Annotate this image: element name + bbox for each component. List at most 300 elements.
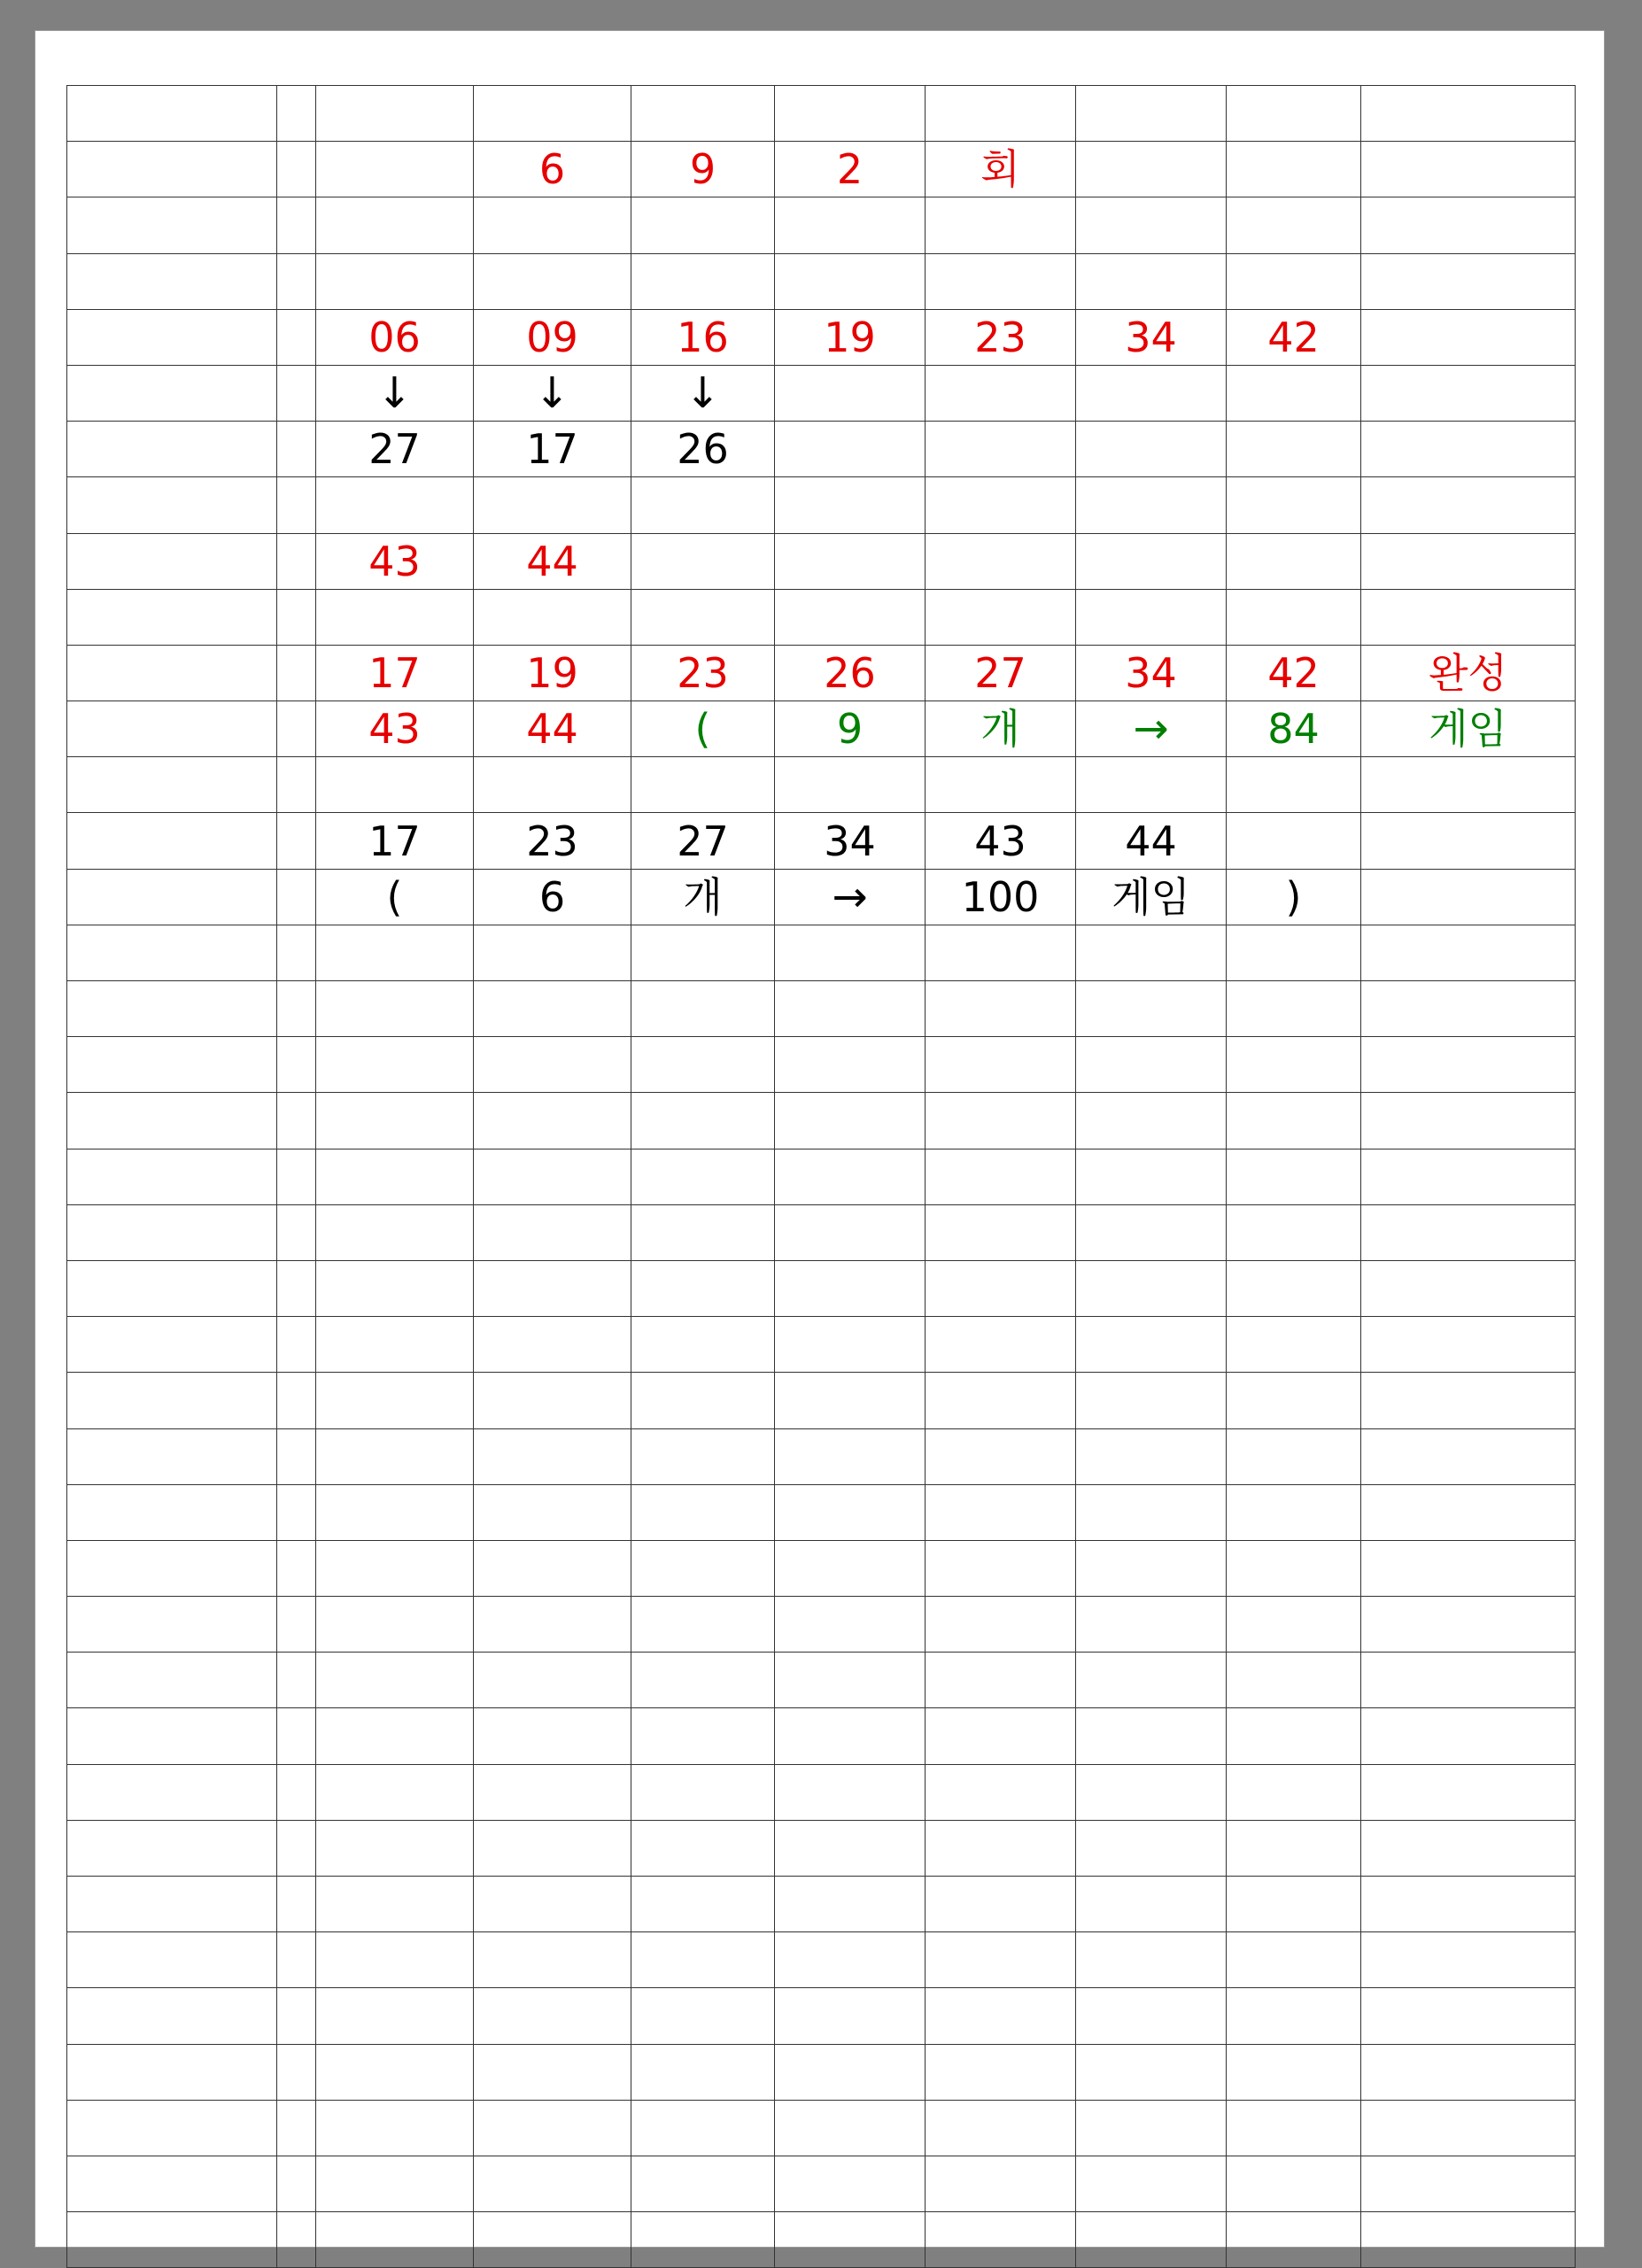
table-cell[interactable] — [1361, 1708, 1576, 1764]
table-cell[interactable] — [1076, 1653, 1227, 1708]
table-cell[interactable] — [67, 1988, 277, 2044]
table-cell[interactable] — [1076, 86, 1227, 142]
table-cell[interactable] — [277, 925, 316, 980]
table-cell[interactable] — [67, 1764, 277, 1820]
table-cell[interactable] — [1076, 1428, 1227, 1484]
table-cell[interactable] — [67, 1877, 277, 1932]
table-cell[interactable] — [67, 253, 277, 309]
table-cell[interactable] — [474, 1149, 631, 1204]
table-cell[interactable] — [631, 197, 775, 253]
table-cell[interactable] — [474, 422, 631, 477]
table-cell[interactable] — [316, 813, 474, 869]
table-cell[interactable] — [67, 1484, 277, 1540]
table-cell[interactable] — [631, 365, 775, 421]
table-cell[interactable] — [1076, 309, 1227, 365]
table-cell[interactable] — [474, 1820, 631, 1876]
table-cell[interactable] — [316, 1428, 474, 1484]
table-cell[interactable] — [775, 422, 926, 477]
table-cell[interactable] — [1361, 981, 1576, 1037]
table-cell[interactable] — [474, 1597, 631, 1653]
table-cell[interactable] — [316, 1037, 474, 1093]
table-cell[interactable] — [1361, 1597, 1576, 1653]
table-cell[interactable] — [1227, 197, 1361, 253]
table-cell[interactable] — [1076, 2100, 1227, 2156]
table-cell[interactable] — [775, 197, 926, 253]
table-cell[interactable] — [67, 309, 277, 365]
table-cell[interactable] — [316, 1484, 474, 1540]
table-cell[interactable] — [775, 1428, 926, 1484]
table-cell[interactable] — [1227, 1484, 1361, 1540]
table-cell[interactable] — [926, 1540, 1076, 1596]
table-cell[interactable] — [926, 1037, 1076, 1093]
table-cell[interactable] — [631, 1260, 775, 1316]
table-cell[interactable] — [277, 2156, 316, 2211]
table-cell[interactable] — [316, 1540, 474, 1596]
table-cell[interactable] — [1361, 477, 1576, 533]
table-cell[interactable] — [67, 142, 277, 197]
table-cell[interactable] — [474, 2156, 631, 2211]
table-cell[interactable] — [67, 1373, 277, 1428]
table-cell[interactable] — [1076, 645, 1227, 701]
table-cell[interactable] — [631, 645, 775, 701]
table-cell[interactable] — [474, 1653, 631, 1708]
table-cell[interactable] — [1227, 533, 1361, 589]
table-cell[interactable] — [631, 925, 775, 980]
table-cell[interactable] — [474, 365, 631, 421]
table-cell[interactable] — [1076, 1820, 1227, 1876]
table-cell[interactable] — [316, 1093, 474, 1149]
table-cell[interactable] — [775, 1932, 926, 1988]
table-cell[interactable] — [1361, 925, 1576, 980]
table-cell[interactable] — [631, 1149, 775, 1204]
table-cell[interactable] — [316, 1204, 474, 1260]
table-cell[interactable] — [1227, 2044, 1361, 2100]
table-cell[interactable] — [474, 1877, 631, 1932]
table-cell[interactable] — [1076, 365, 1227, 421]
table-cell[interactable] — [1227, 813, 1361, 869]
table-cell[interactable] — [1227, 1877, 1361, 1932]
table-cell[interactable] — [1361, 422, 1576, 477]
table-cell[interactable] — [277, 869, 316, 925]
table-cell[interactable] — [1361, 253, 1576, 309]
table-cell[interactable] — [316, 1820, 474, 1876]
table-cell[interactable] — [631, 1988, 775, 2044]
table-cell[interactable] — [474, 1932, 631, 1988]
table-cell[interactable] — [1227, 253, 1361, 309]
table-cell[interactable] — [316, 2100, 474, 2156]
table-cell[interactable] — [474, 2100, 631, 2156]
table-cell[interactable] — [474, 1988, 631, 2044]
table-cell[interactable] — [67, 1428, 277, 1484]
table-cell[interactable] — [67, 365, 277, 421]
table-cell[interactable] — [631, 1877, 775, 1932]
table-cell[interactable] — [277, 533, 316, 589]
table-cell[interactable] — [316, 757, 474, 813]
table-cell[interactable] — [67, 701, 277, 757]
table-cell[interactable] — [67, 533, 277, 589]
table-cell[interactable] — [277, 1597, 316, 1653]
table-cell[interactable] — [474, 197, 631, 253]
table-cell[interactable] — [474, 1484, 631, 1540]
table-cell[interactable] — [1227, 925, 1361, 980]
table-cell[interactable] — [474, 925, 631, 980]
table-cell[interactable] — [474, 757, 631, 813]
table-cell[interactable] — [474, 533, 631, 589]
table-cell[interactable] — [474, 813, 631, 869]
table-cell[interactable] — [316, 2212, 474, 2268]
table-cell[interactable] — [1076, 757, 1227, 813]
table-cell[interactable] — [1361, 1149, 1576, 1204]
table-cell[interactable] — [631, 1373, 775, 1428]
table-cell[interactable] — [631, 1764, 775, 1820]
table-cell[interactable] — [1361, 1540, 1576, 1596]
table-cell[interactable] — [474, 86, 631, 142]
table-cell[interactable] — [1227, 1093, 1361, 1149]
table-cell[interactable] — [1227, 1708, 1361, 1764]
table-cell[interactable] — [926, 197, 1076, 253]
table-cell[interactable] — [67, 1037, 277, 1093]
table-cell[interactable] — [1076, 2212, 1227, 2268]
table-cell[interactable] — [1361, 533, 1576, 589]
table-cell[interactable] — [631, 701, 775, 757]
table-cell[interactable] — [1076, 253, 1227, 309]
table-cell[interactable] — [1227, 757, 1361, 813]
table-cell[interactable] — [67, 1317, 277, 1373]
table-cell[interactable] — [631, 1037, 775, 1093]
table-cell[interactable] — [277, 1428, 316, 1484]
table-cell[interactable] — [316, 365, 474, 421]
table-cell[interactable] — [775, 1373, 926, 1428]
table-cell[interactable] — [631, 253, 775, 309]
table-cell[interactable] — [316, 86, 474, 142]
table-cell[interactable] — [277, 2100, 316, 2156]
table-cell[interactable] — [631, 309, 775, 365]
table-cell[interactable] — [926, 2156, 1076, 2211]
table-cell[interactable] — [926, 533, 1076, 589]
table-cell[interactable] — [277, 1708, 316, 1764]
table-cell[interactable] — [1076, 1149, 1227, 1204]
table-cell[interactable] — [775, 701, 926, 757]
table-cell[interactable] — [775, 1877, 926, 1932]
table-cell[interactable] — [926, 757, 1076, 813]
table-cell[interactable] — [474, 589, 631, 645]
table-cell[interactable] — [67, 1820, 277, 1876]
table-cell[interactable] — [1076, 1093, 1227, 1149]
table-cell[interactable] — [926, 1149, 1076, 1204]
table-cell[interactable] — [631, 1484, 775, 1540]
table-cell[interactable] — [474, 253, 631, 309]
table-cell[interactable] — [1361, 1260, 1576, 1316]
table-cell[interactable] — [1076, 197, 1227, 253]
table-cell[interactable] — [1227, 86, 1361, 142]
table-cell[interactable] — [1227, 365, 1361, 421]
table-cell[interactable] — [316, 1988, 474, 2044]
table-cell[interactable] — [775, 86, 926, 142]
table-cell[interactable] — [1076, 1540, 1227, 1596]
table-cell[interactable] — [1076, 1037, 1227, 1093]
table-cell[interactable] — [775, 2212, 926, 2268]
table-cell[interactable] — [1227, 1988, 1361, 2044]
table-cell[interactable] — [474, 1037, 631, 1093]
table-cell[interactable] — [1227, 1373, 1361, 1428]
table-cell[interactable] — [631, 1540, 775, 1596]
table-cell[interactable] — [1076, 701, 1227, 757]
table-cell[interactable] — [277, 1988, 316, 2044]
table-cell[interactable] — [67, 1260, 277, 1316]
table-cell[interactable] — [926, 1988, 1076, 2044]
table-cell[interactable] — [1361, 1204, 1576, 1260]
table-cell[interactable] — [926, 1653, 1076, 1708]
table-cell[interactable] — [926, 1260, 1076, 1316]
table-cell[interactable] — [775, 1204, 926, 1260]
table-cell[interactable] — [926, 2212, 1076, 2268]
table-cell[interactable] — [631, 477, 775, 533]
table-cell[interactable] — [631, 422, 775, 477]
table-cell[interactable] — [1227, 1653, 1361, 1708]
table-cell[interactable] — [1361, 1820, 1576, 1876]
table-cell[interactable] — [926, 813, 1076, 869]
table-cell[interactable] — [316, 1877, 474, 1932]
table-cell[interactable] — [1227, 1820, 1361, 1876]
table-cell[interactable] — [67, 1708, 277, 1764]
table-cell[interactable] — [67, 422, 277, 477]
table-cell[interactable] — [1227, 422, 1361, 477]
table-cell[interactable] — [775, 589, 926, 645]
table-cell[interactable] — [775, 2156, 926, 2211]
table-cell[interactable] — [1076, 142, 1227, 197]
table-cell[interactable] — [631, 1317, 775, 1373]
table-cell[interactable] — [775, 309, 926, 365]
table-cell[interactable] — [1361, 2044, 1576, 2100]
table-cell[interactable] — [277, 1820, 316, 1876]
table-cell[interactable] — [67, 2100, 277, 2156]
table-cell[interactable] — [1227, 869, 1361, 925]
table-cell[interactable] — [1076, 1988, 1227, 2044]
table-cell[interactable] — [1227, 589, 1361, 645]
table-cell[interactable] — [1361, 589, 1576, 645]
table-cell[interactable] — [316, 869, 474, 925]
table-cell[interactable] — [631, 86, 775, 142]
table-cell[interactable] — [1076, 1260, 1227, 1316]
table-cell[interactable] — [316, 981, 474, 1037]
table-cell[interactable] — [1361, 1317, 1576, 1373]
table-cell[interactable] — [474, 645, 631, 701]
table-cell[interactable] — [631, 2100, 775, 2156]
table-cell[interactable] — [474, 2044, 631, 2100]
table-cell[interactable] — [67, 477, 277, 533]
table-cell[interactable] — [775, 2044, 926, 2100]
table-cell[interactable] — [1361, 1877, 1576, 1932]
table-cell[interactable] — [631, 2044, 775, 2100]
table-cell[interactable] — [775, 869, 926, 925]
table-cell[interactable] — [316, 1597, 474, 1653]
table-cell[interactable] — [1076, 1373, 1227, 1428]
table-cell[interactable] — [926, 925, 1076, 980]
table-cell[interactable] — [316, 197, 474, 253]
table-cell[interactable] — [474, 1093, 631, 1149]
table-cell[interactable] — [775, 1653, 926, 1708]
table-cell[interactable] — [277, 1260, 316, 1316]
table-cell[interactable] — [474, 981, 631, 1037]
table-cell[interactable] — [67, 813, 277, 869]
table-cell[interactable] — [1361, 2100, 1576, 2156]
table-cell[interactable] — [1076, 813, 1227, 869]
table-cell[interactable] — [1076, 2044, 1227, 2100]
table-cell[interactable] — [316, 1149, 474, 1204]
table-cell[interactable] — [67, 1597, 277, 1653]
table-cell[interactable] — [1361, 309, 1576, 365]
table-cell[interactable] — [926, 86, 1076, 142]
table-cell[interactable] — [316, 142, 474, 197]
table-cell[interactable] — [1076, 1877, 1227, 1932]
table-cell[interactable] — [631, 1932, 775, 1988]
table-cell[interactable] — [474, 1317, 631, 1373]
table-cell[interactable] — [775, 1708, 926, 1764]
table-cell[interactable] — [1227, 1204, 1361, 1260]
table-cell[interactable] — [316, 533, 474, 589]
table-cell[interactable] — [631, 813, 775, 869]
table-cell[interactable] — [926, 422, 1076, 477]
table-cell[interactable] — [1227, 981, 1361, 1037]
table-cell[interactable] — [631, 589, 775, 645]
table-cell[interactable] — [631, 2212, 775, 2268]
table-cell[interactable] — [926, 701, 1076, 757]
table-cell[interactable] — [926, 1373, 1076, 1428]
table-cell[interactable] — [1227, 1260, 1361, 1316]
table-cell[interactable] — [316, 701, 474, 757]
table-cell[interactable] — [926, 1093, 1076, 1149]
table-cell[interactable] — [775, 365, 926, 421]
table-cell[interactable] — [316, 589, 474, 645]
table-cell[interactable] — [277, 645, 316, 701]
table-cell[interactable] — [1361, 1653, 1576, 1708]
table-cell[interactable] — [1076, 533, 1227, 589]
table-cell[interactable] — [1361, 2212, 1576, 2268]
table-cell[interactable] — [316, 1932, 474, 1988]
table-cell[interactable] — [1361, 1428, 1576, 1484]
table-cell[interactable] — [1227, 1597, 1361, 1653]
table-cell[interactable] — [926, 477, 1076, 533]
table-cell[interactable] — [631, 1820, 775, 1876]
table-cell[interactable] — [277, 1317, 316, 1373]
table-cell[interactable] — [277, 1932, 316, 1988]
table-cell[interactable] — [631, 757, 775, 813]
table-cell[interactable] — [775, 925, 926, 980]
table-cell[interactable] — [67, 645, 277, 701]
table-cell[interactable] — [926, 2044, 1076, 2100]
table-cell[interactable] — [1361, 2156, 1576, 2211]
table-cell[interactable] — [1361, 1988, 1576, 2044]
table-cell[interactable] — [926, 1820, 1076, 1876]
table-cell[interactable] — [926, 1204, 1076, 1260]
table-cell[interactable] — [277, 2044, 316, 2100]
table-cell[interactable] — [1361, 813, 1576, 869]
table-cell[interactable] — [1227, 309, 1361, 365]
table-cell[interactable] — [775, 1540, 926, 1596]
table-cell[interactable] — [277, 1877, 316, 1932]
table-cell[interactable] — [631, 1708, 775, 1764]
table-cell[interactable] — [1361, 1484, 1576, 1540]
table-cell[interactable] — [67, 925, 277, 980]
table-cell[interactable] — [1076, 925, 1227, 980]
table-cell[interactable] — [277, 589, 316, 645]
table-cell[interactable] — [1227, 2156, 1361, 2211]
table-cell[interactable] — [67, 86, 277, 142]
table-cell[interactable] — [277, 253, 316, 309]
table-cell[interactable] — [775, 645, 926, 701]
table-cell[interactable] — [926, 1877, 1076, 1932]
table-cell[interactable] — [277, 422, 316, 477]
table-cell[interactable] — [277, 1149, 316, 1204]
table-cell[interactable] — [631, 1204, 775, 1260]
table-cell[interactable] — [775, 1149, 926, 1204]
table-cell[interactable] — [277, 701, 316, 757]
table-cell[interactable] — [631, 533, 775, 589]
table-cell[interactable] — [631, 1597, 775, 1653]
table-cell[interactable] — [474, 142, 631, 197]
table-cell[interactable] — [926, 589, 1076, 645]
table-cell[interactable] — [277, 142, 316, 197]
table-cell[interactable] — [67, 1540, 277, 1596]
table-cell[interactable] — [474, 869, 631, 925]
table-cell[interactable] — [775, 477, 926, 533]
table-cell[interactable] — [316, 2156, 474, 2211]
table-cell[interactable] — [1227, 142, 1361, 197]
table-cell[interactable] — [67, 589, 277, 645]
table-cell[interactable] — [316, 1764, 474, 1820]
table-cell[interactable] — [1227, 1764, 1361, 1820]
table-cell[interactable] — [1076, 869, 1227, 925]
table-cell[interactable] — [1361, 1373, 1576, 1428]
table-cell[interactable] — [316, 1373, 474, 1428]
table-cell[interactable] — [926, 142, 1076, 197]
table-cell[interactable] — [277, 365, 316, 421]
table-cell[interactable] — [775, 1037, 926, 1093]
table-cell[interactable] — [277, 197, 316, 253]
table-cell[interactable] — [277, 1484, 316, 1540]
table-cell[interactable] — [1227, 1428, 1361, 1484]
table-cell[interactable] — [67, 757, 277, 813]
table-cell[interactable] — [926, 1428, 1076, 1484]
table-cell[interactable] — [1227, 1932, 1361, 1988]
table-cell[interactable] — [316, 1317, 474, 1373]
table-cell[interactable] — [631, 869, 775, 925]
table-cell[interactable] — [277, 477, 316, 533]
table-cell[interactable] — [277, 1037, 316, 1093]
table-cell[interactable] — [1076, 1708, 1227, 1764]
table-cell[interactable] — [316, 422, 474, 477]
table-cell[interactable] — [1076, 477, 1227, 533]
table-cell[interactable] — [631, 142, 775, 197]
table-cell[interactable] — [926, 1764, 1076, 1820]
table-cell[interactable] — [1227, 1540, 1361, 1596]
table-cell[interactable] — [277, 1540, 316, 1596]
table-cell[interactable] — [926, 1484, 1076, 1540]
table-cell[interactable] — [316, 925, 474, 980]
table-cell[interactable] — [1076, 589, 1227, 645]
table-cell[interactable] — [926, 869, 1076, 925]
table-cell[interactable] — [67, 1093, 277, 1149]
table-cell[interactable] — [1227, 477, 1361, 533]
table-cell[interactable] — [775, 1764, 926, 1820]
table-cell[interactable] — [775, 533, 926, 589]
table-cell[interactable] — [474, 1540, 631, 1596]
table-cell[interactable] — [1361, 1037, 1576, 1093]
table-cell[interactable] — [775, 757, 926, 813]
table-cell[interactable] — [1076, 1597, 1227, 1653]
table-cell[interactable] — [1361, 86, 1576, 142]
table-cell[interactable] — [775, 1484, 926, 1540]
